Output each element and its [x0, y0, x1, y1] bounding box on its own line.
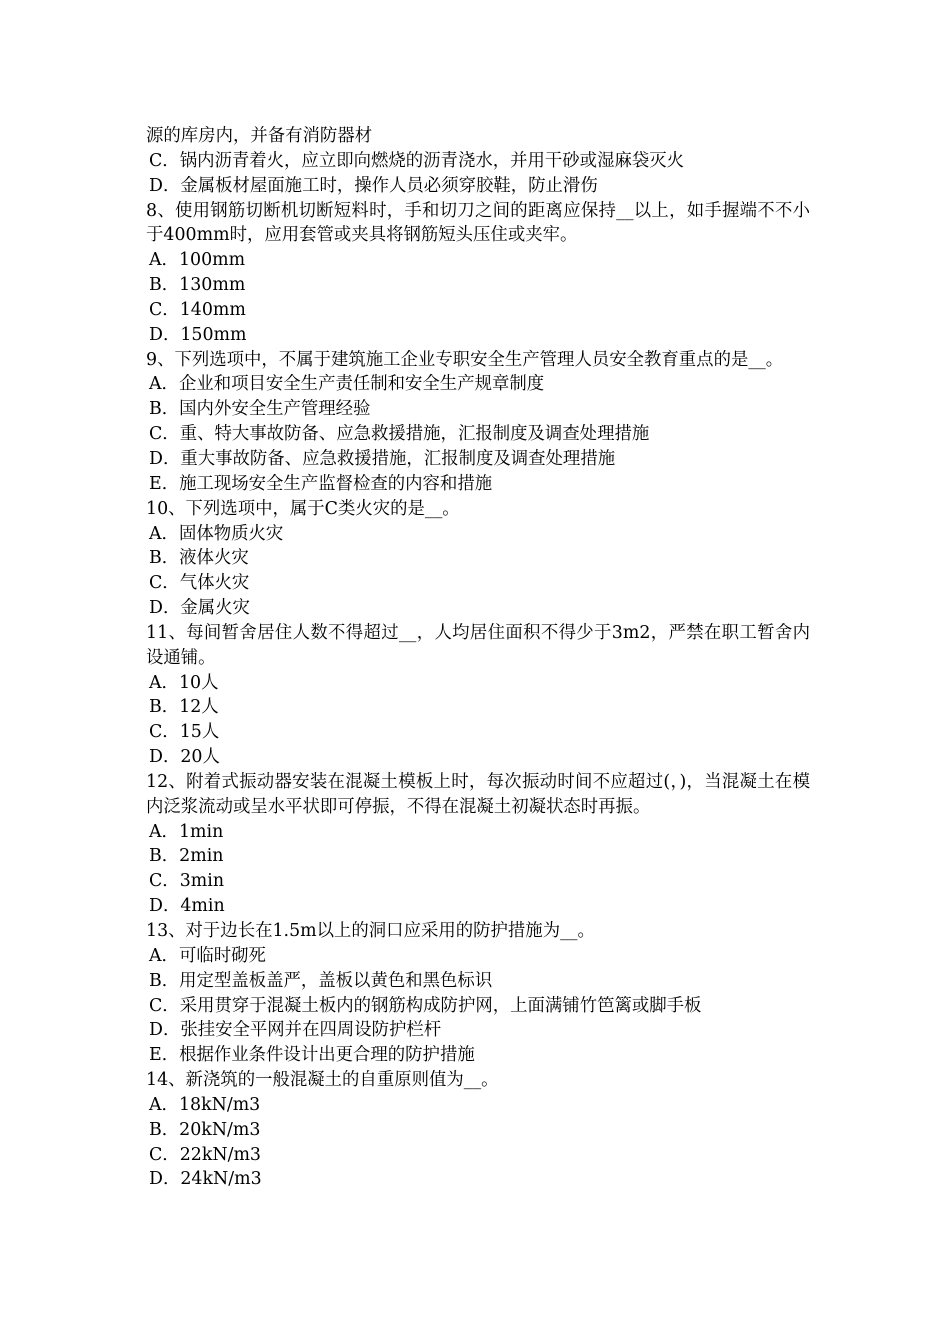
- option-c: C．15人: [149, 722, 220, 743]
- question-13: 13、对于边长在1.5m以上的洞口应采用的防护措施为__。: [146, 921, 595, 941]
- option-d: D．重大事故防备、应急救援措施，汇报制度及调查处理措施: [149, 448, 616, 469]
- option-b: B．国内外安全生产管理经验: [149, 399, 371, 420]
- option-b: B．液体火灾: [149, 548, 249, 569]
- question-11: 11、每间暂舍居住人数不得超过__，人均居住面积不得少于3m2，严禁在职工暂舍内设通铺。: [146, 622, 810, 668]
- option-d: D．金属板材屋面施工时，操作人员必须穿胶鞋，防止滑伤: [149, 175, 598, 196]
- option-d: D．张挂安全平网并在四周设防护栏杆: [149, 1020, 442, 1041]
- option-d: D．4min: [149, 896, 225, 917]
- option-b: B．用定型盖板盖严，盖板以黄色和黑色标识: [149, 970, 493, 991]
- option-c: C．重、特大事故防备、应急救援措施，汇报制度及调查处理措施: [149, 424, 650, 445]
- option-a: A．固体物质火灾: [149, 523, 284, 544]
- option-a: A．10人: [149, 672, 219, 693]
- question-9: 9、下列选项中，不属于建筑施工企业专职安全生产管理人员安全教育重点的是__。: [146, 349, 784, 370]
- option-b: B．12人: [149, 697, 219, 718]
- option-a: A．18kN/m3: [149, 1094, 261, 1115]
- option-c: C．采用贯穿于混凝土板内的钢筋构成防护网，上面满铺竹笆篱或脚手板: [149, 995, 702, 1016]
- question-10: 10、下列选项中，属于C类火灾的是__。: [146, 498, 460, 519]
- option-a: A．100mm: [149, 250, 246, 271]
- option-c: C．锅内沥青着火，应立即向燃烧的沥青浇水，并用干砂或湿麻袋灭火: [149, 150, 685, 171]
- option-e: E．施工现场安全生产监督检查的内容和措施: [149, 473, 493, 494]
- option-b: B．2min: [149, 846, 224, 867]
- document-page: [146, 124, 810, 1192]
- option-b: B．130mm: [149, 275, 246, 296]
- option-c: C．气体火灾: [149, 573, 250, 594]
- option-c: C．3min: [149, 871, 225, 892]
- question-12: 12、附着式振动器安装在混凝土模板上时，每次振动时间不应超过(，)，当混凝土在模内泛浆流动或呈水平状即可停振，不得在混凝土初凝状态时再振。: [146, 771, 810, 817]
- option-a: A．企业和项目安全生产责任制和安全生产规章制度: [149, 374, 545, 395]
- option-d: D．金属火灾: [149, 598, 250, 619]
- option-b: B．20kN/m3: [149, 1119, 261, 1140]
- option-c: C．22kN/m3: [149, 1144, 261, 1165]
- question-14: 14、新浇筑的一般混凝土的自重原则值为__。: [146, 1070, 499, 1091]
- continued-text: 源的库房内，并备有消防器材: [146, 126, 373, 146]
- option-a: A．可临时砌死: [149, 945, 266, 966]
- option-a: A．1min: [149, 821, 224, 842]
- option-e: E．根据作业条件设计出更合理的防护措施: [149, 1045, 475, 1066]
- option-d: D．24kN/m3: [149, 1169, 262, 1190]
- option-c: C．140mm: [149, 299, 246, 320]
- option-d: D．20人: [149, 747, 220, 768]
- option-d: D．150mm: [149, 324, 247, 345]
- question-8: 8、使用钢筋切断机切断短料时，手和切刀之间的距离应保持__以上，如手握端不不小于400mm时，应用套管或夹具将钢筋短头压住或夹牢。: [146, 200, 810, 246]
